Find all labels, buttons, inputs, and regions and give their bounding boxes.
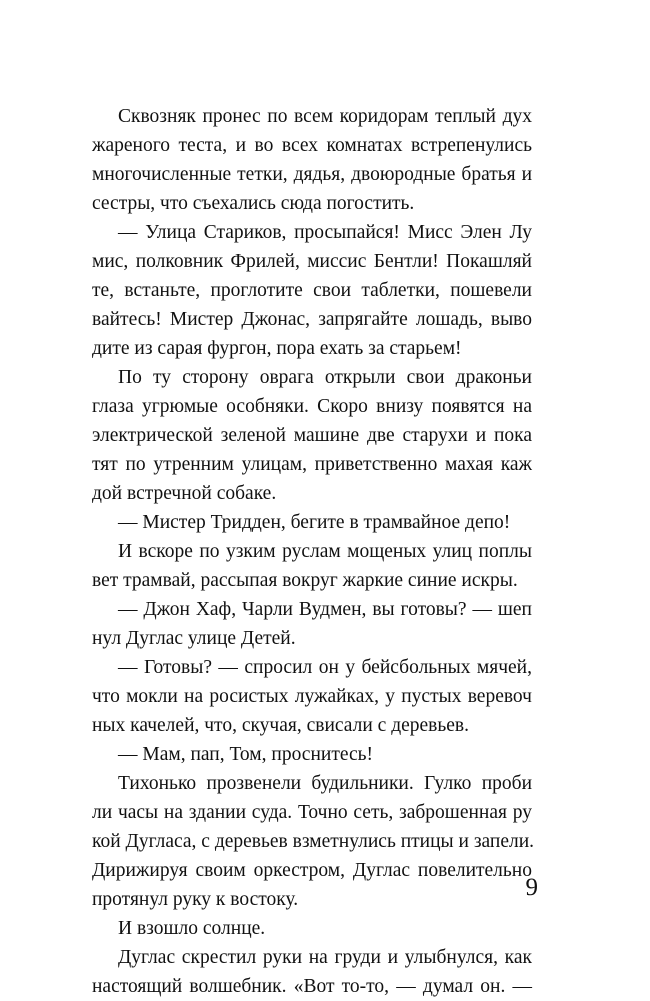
text-line: — Мам, пап, Том, проснитесь! xyxy=(118,744,374,765)
text-line: Дирижируя своим оркестром, Дуглас повелительно xyxy=(92,860,532,881)
text-line: тят по утренним улицам, приветственно махая каж xyxy=(92,454,532,475)
text-line: мис, полковник Фрилей, миссис Бентли! Покашляй xyxy=(92,251,532,272)
text-line: — Джон Хаф, Чарли Вудмен, вы готовы? — шеп xyxy=(118,599,532,620)
text-line: те, встаньте, проглотите свои таблетки, пошевели xyxy=(92,280,532,301)
text-line: — Готовы? — спросил он у бейсбольных мячей, xyxy=(118,657,532,678)
text-line: дой встречной собаке. xyxy=(92,483,277,504)
text-line: — Мистер Тридден, бегите в трамвайное депо! xyxy=(118,512,511,533)
text-line: И взошло солнце. xyxy=(118,918,266,939)
text-line: электрической зеленой машине две старухи и пока xyxy=(92,425,532,446)
text-line: — Улица Стариков, просыпайся! Мисс Элен Лу xyxy=(118,222,532,243)
text-line: ли часы на здании суда. Точно сеть, заброшенная ру xyxy=(92,802,532,823)
text-line: Сквозняк пронес по всем коридорам теплый дух xyxy=(118,106,532,127)
page-number: 9 xyxy=(525,874,538,901)
text-line: По ту сторону оврага открыли свои драконьи xyxy=(118,367,532,388)
text-line: Дуглас скрестил руки на груди и улыбнулся, как xyxy=(118,947,532,968)
text-line: что мокли на росистых лужайках, у пустых веревоч xyxy=(92,686,532,707)
text-line: настоящий волшебник. «Вот то-то, — думал он. — xyxy=(92,976,532,997)
text-line: протянул руку к востоку. xyxy=(92,889,299,910)
text-line: многочисленные тетки, дядья, двоюродные братья и xyxy=(92,164,532,185)
text-line: Тихонько прозвенели будильники. Гулко проби xyxy=(118,773,532,794)
text-line: И вскоре по узким руслам мощеных улиц поплы xyxy=(118,541,532,562)
text-line: нул Дуглас улице Детей. xyxy=(92,628,296,649)
text-line: ных качелей, что, скучая, свисали с деревьев. xyxy=(92,715,470,736)
text-line: глаза угрюмые особняки. Скоро внизу появятся на xyxy=(92,396,532,417)
text-line: вет трамвай, рассыпая вокруг жаркие синие искры. xyxy=(92,570,518,591)
text-line: сестры, что съехались сюда погостить. xyxy=(92,193,415,214)
text-line: дите из сарая фургон, пора ехать за старьем! xyxy=(92,338,462,359)
text-line: жареного теста, и во всех комнатах встрепенулись xyxy=(92,135,532,156)
page-body-text xyxy=(92,102,535,1001)
text-line: кой Дугласа, с деревьев взметнулись птицы и запели. xyxy=(92,831,535,852)
text-line: вайтесь! Мистер Джонас, запрягайте лошадь, выво xyxy=(92,309,532,330)
